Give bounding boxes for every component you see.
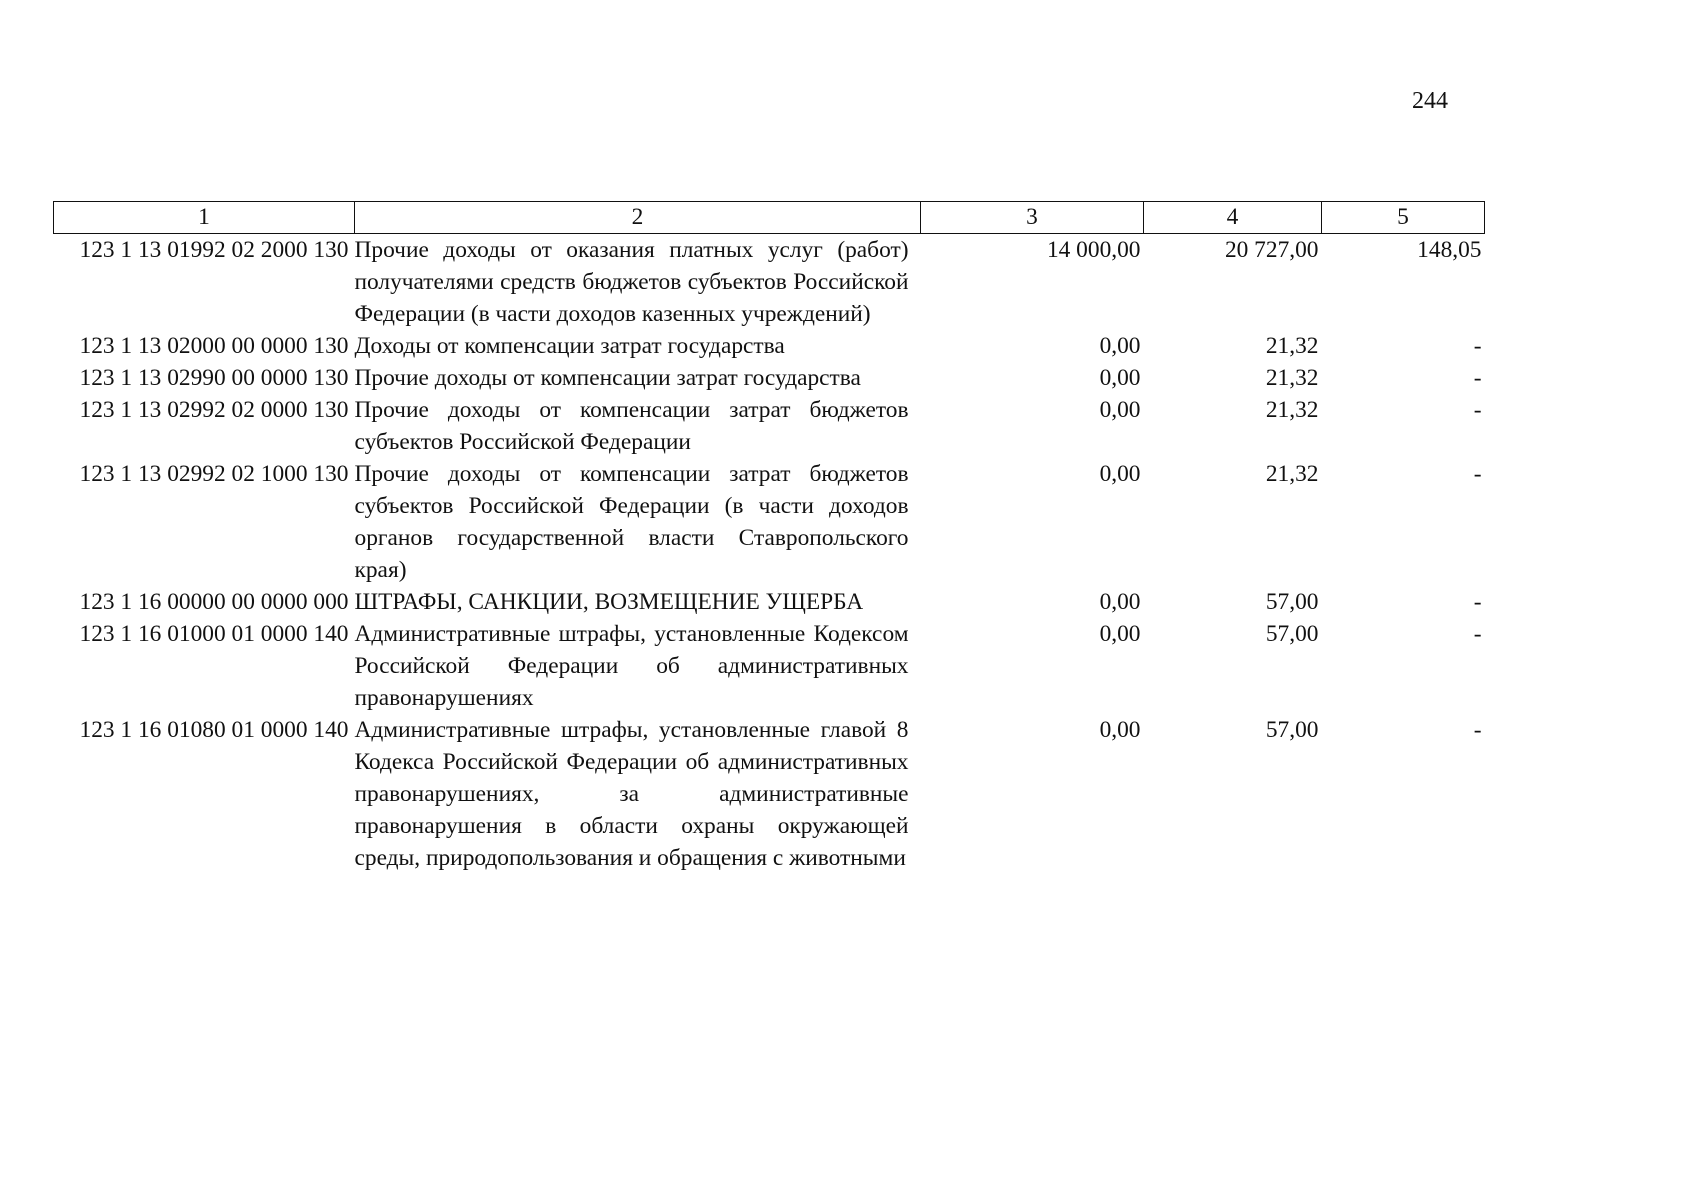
row-code: 123 1 16 00000 00 0000 000 — [79, 589, 349, 615]
row-code: 123 1 13 02992 02 1000 130 — [79, 461, 349, 487]
header-col-4: 4 — [1144, 202, 1322, 234]
table-row — [54, 330, 1485, 362]
row-col5-value: - — [1473, 365, 1482, 391]
row-col3-value: 0,00 — [1099, 333, 1141, 359]
row-name: Прочие доходы от компенсации затрат бюджетов субъектов Российской Федерации (в части доходов органов государственной власти Ставропольского края) — [354, 461, 909, 583]
row-col4-value: 57,00 — [1265, 589, 1319, 615]
row-col3-value: 0,00 — [1099, 365, 1141, 391]
row-col4-value: 21,32 — [1265, 365, 1319, 391]
row-code: 123 1 13 01992 02 2000 130 — [79, 237, 349, 263]
header-col-3: 3 — [921, 202, 1144, 234]
header-col-5: 5 — [1322, 202, 1485, 234]
row-name: Прочие доходы от компенсации затрат бюджетов субъектов Российской Федерации — [354, 397, 909, 455]
row-name: Административные штрафы, установленные главой 8 Кодекса Российской Федерации об административных правонарушениях, за административные правонарушения в области охраны окружающей среды, природопользования и обращения с животными — [354, 717, 909, 871]
table-row — [54, 362, 1485, 394]
header-col-1: 1 — [54, 202, 355, 234]
row-name: ШТРАФЫ, САНКЦИИ, ВОЗМЕЩЕНИЕ УЩЕРБА — [354, 589, 864, 615]
table-row — [54, 714, 1485, 874]
row-col3-value: 0,00 — [1099, 717, 1141, 743]
row-col3-value: 0,00 — [1099, 621, 1141, 647]
header-col-2: 2 — [355, 202, 921, 234]
row-code: 123 1 13 02000 00 0000 130 — [79, 333, 349, 359]
row-col4-value: 21,32 — [1265, 333, 1319, 359]
row-code: 123 1 13 02992 02 0000 130 — [79, 397, 349, 423]
row-col5-value: - — [1473, 717, 1482, 743]
table-body — [54, 234, 1485, 875]
row-col4-value: 57,00 — [1265, 621, 1319, 647]
row-col3-value: 0,00 — [1099, 589, 1141, 615]
row-col4-value: 21,32 — [1265, 397, 1319, 423]
row-col3-value: 14 000,00 — [1046, 237, 1141, 263]
header-row — [54, 202, 1485, 234]
row-col4-value: 57,00 — [1265, 717, 1319, 743]
row-col5-value: - — [1473, 621, 1482, 647]
row-col5-value: - — [1473, 397, 1482, 423]
row-code: 123 1 16 01000 01 0000 140 — [79, 621, 349, 647]
row-col5-value: - — [1473, 333, 1482, 359]
table-row — [54, 618, 1485, 714]
row-name: Прочие доходы от компенсации затрат государства — [354, 365, 861, 391]
row-col4-value: 21,32 — [1265, 461, 1319, 487]
row-code: 123 1 16 01080 01 0000 140 — [79, 717, 349, 743]
row-col5-value: - — [1473, 589, 1482, 615]
row-name: Прочие доходы от оказания платных услуг (работ) получателями средств бюджетов субъектов Российской Федерации (в части доходов казенных учреждений) — [354, 237, 909, 327]
table-row — [54, 394, 1485, 458]
table-header — [54, 202, 1485, 234]
table-row — [54, 234, 1485, 331]
row-code: 123 1 13 02990 00 0000 130 — [79, 365, 349, 391]
row-col5-value: 148,05 — [1417, 237, 1482, 263]
row-col3-value: 0,00 — [1099, 461, 1141, 487]
row-col3-value: 0,00 — [1099, 397, 1141, 423]
table-row — [54, 458, 1485, 586]
page-number: 244 — [1412, 88, 1448, 114]
table-row — [54, 586, 1485, 618]
row-name: Доходы от компенсации затрат государства — [354, 333, 785, 359]
row-col4-value: 20 727,00 — [1224, 237, 1319, 263]
row-name: Административные штрафы, установленные Кодексом Российской Федерации об административных правонарушениях — [354, 621, 909, 711]
budget-revenue-table — [53, 201, 1485, 874]
row-col5-value: - — [1473, 461, 1482, 487]
